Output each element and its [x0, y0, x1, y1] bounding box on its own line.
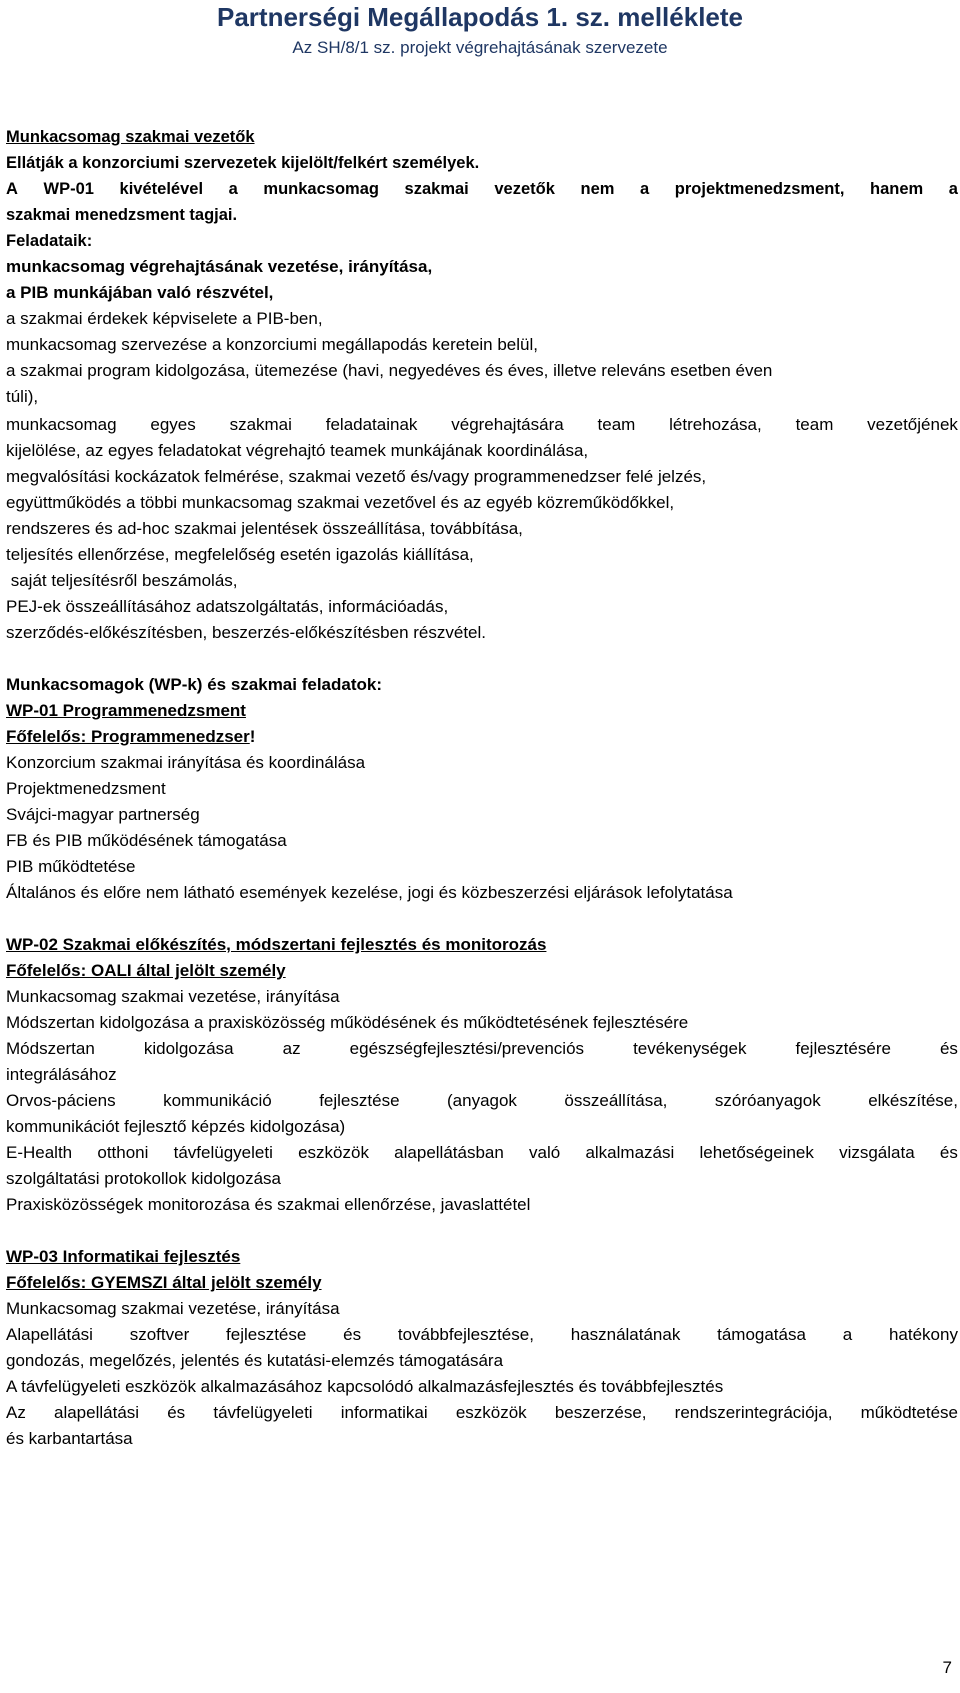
word: végrehajtására	[451, 415, 564, 434]
task-item: a PIB munkájában való részvétel,	[6, 283, 274, 302]
intro-line: Ellátják a konzorciumi szervezetek kijelölt/felkért személyek.	[6, 154, 480, 172]
word: feladatainak	[325, 415, 418, 434]
word: a	[842, 1325, 853, 1344]
word: projektmenedzsment,	[674, 180, 845, 198]
word: fejlesztése	[319, 1091, 400, 1110]
word: és	[167, 1403, 186, 1422]
wp01-item: Svájci-magyar partnerség	[6, 805, 200, 824]
word: rendszerintegrációja,	[674, 1403, 833, 1422]
word: Az	[6, 1403, 26, 1422]
word: elkészítése,	[868, 1091, 958, 1110]
wp01-responsible	[6, 724, 958, 750]
task-item: a szakmai érdekek képviselete a PIB-ben,	[6, 309, 323, 328]
word: team	[597, 415, 636, 434]
wp01-item: PIB működtetése	[6, 857, 136, 876]
word: és	[343, 1325, 362, 1344]
word: fejlesztésére	[795, 1039, 891, 1058]
word: kommunikáció	[163, 1091, 272, 1110]
word: (anyagok	[447, 1091, 517, 1110]
section-heading-leaders: Munkacsomag szakmai vezetők	[6, 128, 255, 146]
word: alkalmazási	[585, 1143, 675, 1162]
word: hatékony	[888, 1325, 958, 1344]
word: a	[640, 180, 650, 198]
word: munkacsomag	[263, 180, 379, 198]
word: alapellátásban	[394, 1143, 504, 1162]
section-heading-workpackages: Munkacsomagok (WP-k) és szakmai feladatok:	[6, 675, 383, 694]
word: E-Health	[6, 1143, 73, 1162]
wp01-item: Konzorcium szakmai irányítása és koordinálása	[6, 753, 366, 772]
word: Módszertan	[6, 1039, 95, 1058]
word: tevékenységek	[633, 1039, 747, 1058]
paragraph-line: szakmai menedzsment tagjai.	[6, 206, 238, 224]
wp01-item: Projektmenedzsment	[6, 779, 166, 798]
task-item: túli),	[6, 387, 39, 406]
task-item: teljesítés ellenőrzése, megfelelőség esetén igazolás kiállítása,	[6, 545, 474, 564]
word: otthoni	[97, 1143, 149, 1162]
wp03-item-justified	[6, 1322, 958, 1348]
word: távfelügyeleti	[173, 1143, 273, 1162]
word: egyes	[150, 415, 196, 434]
wp02-item-justified	[6, 1140, 958, 1166]
task-item: szerződés-előkészítésben, beszerzés-előkészítésben részvétel.	[6, 623, 487, 642]
word: a	[948, 180, 958, 198]
wp03-item: gondozás, megelőzés, jelentés és kutatási-elemzés támogatására	[6, 1351, 504, 1370]
wp01-item: FB és PIB működésének támogatása	[6, 831, 287, 850]
wp03-item: Munkacsomag szakmai vezetése, irányítása	[6, 1299, 340, 1318]
word: Alapellátási	[6, 1325, 93, 1344]
page-number: 7	[942, 1658, 952, 1677]
wp02-item-justified	[6, 1036, 958, 1062]
word: szóróanyagok	[714, 1091, 821, 1110]
wp03-item: és karbantartása	[6, 1429, 133, 1448]
wp01-responsible-suffix: !	[249, 727, 256, 746]
word: szoftver	[129, 1325, 190, 1344]
word: működtetése	[860, 1403, 958, 1422]
wp02-item-justified	[6, 1088, 958, 1114]
word: távfelügyeleti	[213, 1403, 313, 1422]
document-title: Partnerségi Megállapodás 1. sz. melléklete	[216, 2, 743, 32]
word: való	[529, 1143, 561, 1162]
task-item: munkacsomag végrehajtásának vezetése, irányítása,	[6, 257, 433, 276]
wp02-responsible: Főfelelős: OALI által jelölt személy	[6, 961, 286, 980]
word: továbbfejlesztése,	[397, 1325, 534, 1344]
task-item-justified	[6, 412, 958, 438]
word: team	[795, 415, 834, 434]
wp03-title: WP-03 Informatikai fejlesztés	[6, 1247, 241, 1266]
wp03-item: A távfelügyeleti eszközök alkalmazásához kapcsolódó alkalmazásfejlesztés és továbbfejlesztés	[6, 1377, 724, 1396]
word: beszerzése,	[554, 1403, 647, 1422]
wp02-item: szolgáltatási protokollok kidolgozása	[6, 1169, 281, 1188]
word: és	[939, 1143, 958, 1162]
word: fejlesztése	[226, 1325, 307, 1344]
word: kidolgozása	[143, 1039, 234, 1058]
wp03-item-justified	[6, 1400, 958, 1426]
wp03-responsible: Főfelelős: GYEMSZI által jelölt személy	[6, 1273, 322, 1292]
task-item: rendszeres és ad-hoc szakmai jelentések összeállítása, továbbítása,	[6, 519, 523, 538]
word: vizsgálata	[839, 1143, 915, 1162]
task-item: PEJ-ek összeállításához adatszolgáltatás, információadás,	[6, 597, 449, 616]
word: kivételével	[119, 180, 204, 198]
word: összeállítása,	[564, 1091, 668, 1110]
wp02-item: Munkacsomag szakmai vezetése, irányítása	[6, 987, 340, 1006]
word: az	[282, 1039, 301, 1058]
wp01-responsible-text: Főfelelős: Programmenedzser	[6, 727, 250, 746]
word: munkacsomag	[6, 415, 117, 434]
word: használatának	[570, 1325, 681, 1344]
wp02-item: Módszertan kidolgozása a praxisközösség működésének és működtetésének fejlesztésére	[6, 1013, 689, 1032]
task-item: együttműködés a többi munkacsomag szakmai vezetővel és az egyéb közreműködőkkel,	[6, 493, 675, 512]
wp02-title: WP-02 Szakmai előkészítés, módszertani fejlesztés és monitorozás	[6, 935, 547, 954]
word: a	[228, 180, 238, 198]
word: vezetőjének	[867, 415, 958, 434]
word: és	[939, 1039, 958, 1058]
word: WP-01	[43, 180, 94, 198]
wp02-item: kommunikációt fejlesztő képzés kidolgozása)	[6, 1117, 346, 1136]
tasks-label: Feladataik:	[6, 232, 93, 250]
word: hanem	[870, 180, 924, 198]
task-item: a szakmai program kidolgozása, ütemezése (havi, negyedéves és éves, illetve releváns esetben éven	[6, 361, 773, 380]
wp01-item: Általános és előre nem látható események kezelése, jogi és közbeszerzési eljárások lefolytatása	[6, 883, 733, 902]
word: informatikai	[340, 1403, 428, 1422]
word: egészségfejlesztési/prevenciós	[349, 1039, 585, 1058]
task-item: saját teljesítésről beszámolás,	[6, 571, 238, 590]
paragraph-justified-line	[6, 176, 958, 202]
task-item: kijelölése, az egyes feladatokat végrehajtó teamek munkájának koordinálása,	[6, 441, 589, 460]
word: vezetők	[494, 180, 555, 198]
word: Orvos-páciens	[6, 1091, 116, 1110]
document-subtitle: Az SH/8/1 sz. projekt végrehajtásának szervezete	[292, 38, 668, 57]
task-item: munkacsomag szervezése a konzorciumi megállapodás keretein belül,	[6, 335, 538, 354]
word: támogatása	[717, 1325, 806, 1344]
word: A	[6, 180, 18, 198]
wp01-title: WP-01 Programmenedzsment	[6, 701, 246, 720]
word: nem	[580, 180, 615, 198]
word: szakmai	[404, 180, 469, 198]
word: eszközök	[455, 1403, 527, 1422]
wp02-item: integrálásához	[6, 1065, 117, 1084]
word: eszközök	[298, 1143, 369, 1162]
word: alapellátási	[54, 1403, 140, 1422]
word: létrehozása,	[669, 415, 762, 434]
task-item: megvalósítási kockázatok felmérése, szakmai vezető és/vagy programmenedzser felé jelzés,	[6, 467, 707, 486]
word: lehetőségeinek	[699, 1143, 814, 1162]
wp02-item: Praxisközösségek monitorozása és szakmai ellenőrzése, javaslattétel	[6, 1195, 531, 1214]
word: szakmai	[229, 415, 292, 434]
